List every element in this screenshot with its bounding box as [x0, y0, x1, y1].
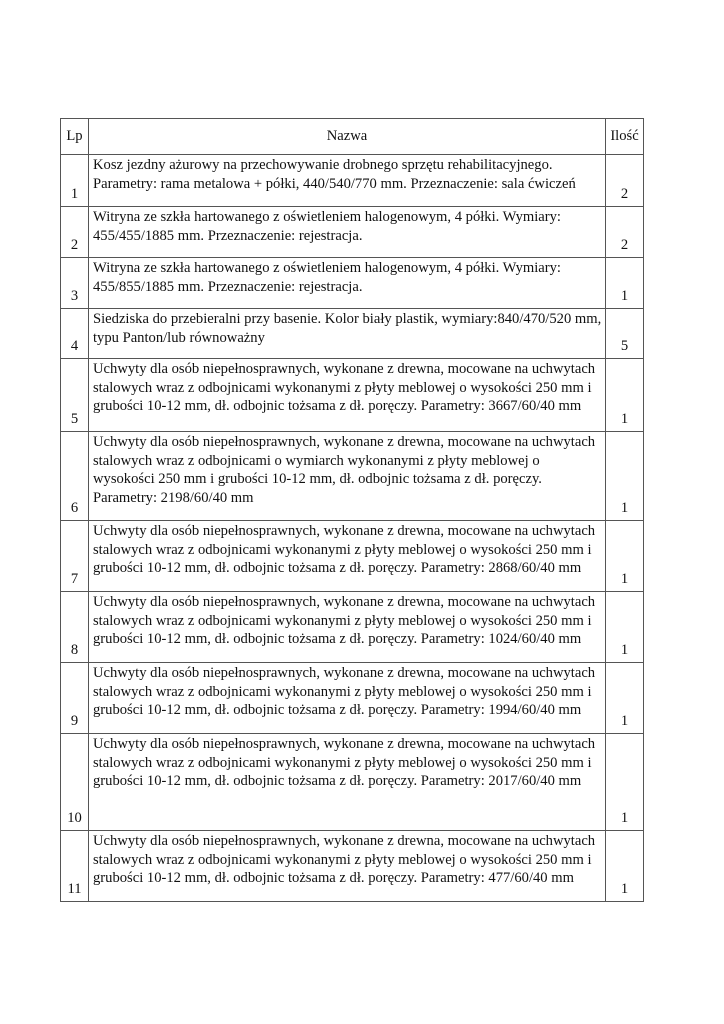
table-row: [61, 432, 644, 521]
item-quantity: 2: [606, 207, 644, 258]
row-number: 8: [61, 592, 89, 663]
table-row: [61, 831, 644, 902]
row-number: 1: [61, 155, 89, 207]
item-description: Witryna ze szkła hartowanego z oświetleniem halogenowym, 4 półki. Wymiary: 455/455/1885 mm. Przeznaczenie: rejestracja.: [89, 207, 606, 258]
table-header-row: [61, 119, 644, 155]
item-description: Uchwyty dla osób niepełnosprawnych, wykonane z drewna, mocowane na uchwytach stalowych wraz z odbojnicami wykonanymi z płyty meblowej o wysokości 250 mm i grubości 10-12 mm, dł. odbojnic tożsama z dł. poręczy. Parametry: 3667/60/40 mm: [89, 359, 606, 432]
table-row: [61, 521, 644, 592]
table-row: [61, 207, 644, 258]
item-quantity: 1: [606, 258, 644, 309]
item-quantity: 1: [606, 663, 644, 734]
row-number: 2: [61, 207, 89, 258]
row-number: 7: [61, 521, 89, 592]
item-quantity: 1: [606, 521, 644, 592]
header-qty: Ilość: [606, 119, 644, 155]
items-table: [60, 118, 644, 902]
table-row: [61, 592, 644, 663]
header-name: Nazwa: [89, 119, 606, 155]
item-description: Kosz jezdny ażurowy na przechowywanie drobnego sprzętu rehabilitacyjnego. Parametry: rama metalowa + półki, 440/540/770 mm. Przeznaczenie: sala ćwiczeń: [89, 155, 606, 207]
table-row: [61, 359, 644, 432]
item-quantity: 1: [606, 831, 644, 902]
item-description: Uchwyty dla osób niepełnosprawnych, wykonane z drewna, mocowane na uchwytach stalowych wraz z odbojnicami wykonanymi z płyty meblowej o wysokości 250 mm i grubości 10-12 mm, dł. odbojnic tożsama z dł. poręczy. Parametry: 2017/60/40 mm: [89, 734, 606, 831]
item-quantity: 5: [606, 309, 644, 359]
item-description: Witryna ze szkła hartowanego z oświetleniem halogenowym, 4 półki. Wymiary: 455/855/1885 mm. Przeznaczenie: rejestracja.: [89, 258, 606, 309]
item-quantity: 1: [606, 734, 644, 831]
item-description: Siedziska do przebieralni przy basenie. Kolor biały plastik, wymiary:840/470/520 mm, typu Panton/lub równoważny: [89, 309, 606, 359]
table-row: [61, 155, 644, 207]
header-lp: Lp: [61, 119, 89, 155]
table-row: [61, 734, 644, 831]
table-row: [61, 309, 644, 359]
item-quantity: 1: [606, 359, 644, 432]
table-row: [61, 258, 644, 309]
item-description: Uchwyty dla osób niepełnosprawnych, wykonane z drewna, mocowane na uchwytach stalowych wraz z odbojnicami wykonanymi z płyty meblowej o wysokości 250 mm i grubości 10-12 mm, dł. odbojnic tożsama z dł. poręczy. Parametry: 1024/60/40 mm: [89, 592, 606, 663]
item-description: Uchwyty dla osób niepełnosprawnych, wykonane z drewna, mocowane na uchwytach stalowych wraz z odbojnicami wykonanymi z płyty meblowej o wysokości 250 mm i grubości 10-12 mm, dł. odbojnic tożsama z dł. poręczy. Parametry: 477/60/40 mm: [89, 831, 606, 902]
row-number: 9: [61, 663, 89, 734]
item-quantity: 1: [606, 592, 644, 663]
table-row: [61, 663, 644, 734]
row-number: 5: [61, 359, 89, 432]
item-quantity: 1: [606, 432, 644, 521]
row-number: 11: [61, 831, 89, 902]
item-description: Uchwyty dla osób niepełnosprawnych, wykonane z drewna, mocowane na uchwytach stalowych wraz z odbojnicami o wymiarch wykonanymi z płyty meblowej o wysokości 250 mm i grubości 10-12 mm, dł. odbojnic tożsama z dł. poręczy. Parametry: 2198/60/40 mm: [89, 432, 606, 521]
item-description: Uchwyty dla osób niepełnosprawnych, wykonane z drewna, mocowane na uchwytach stalowych wraz z odbojnicami wykonanymi z płyty meblowej o wysokości 250 mm i grubości 10-12 mm, dł. odbojnic tożsama z dł. poręczy. Parametry: 1994/60/40 mm: [89, 663, 606, 734]
row-number: 6: [61, 432, 89, 521]
row-number: 4: [61, 309, 89, 359]
item-quantity: 2: [606, 155, 644, 207]
row-number: 3: [61, 258, 89, 309]
row-number: 10: [61, 734, 89, 831]
item-description: Uchwyty dla osób niepełnosprawnych, wykonane z drewna, mocowane na uchwytach stalowych wraz z odbojnicami wykonanymi z płyty meblowej o wysokości 250 mm i grubości 10-12 mm, dł. odbojnic tożsama z dł. poręczy. Parametry: 2868/60/40 mm: [89, 521, 606, 592]
